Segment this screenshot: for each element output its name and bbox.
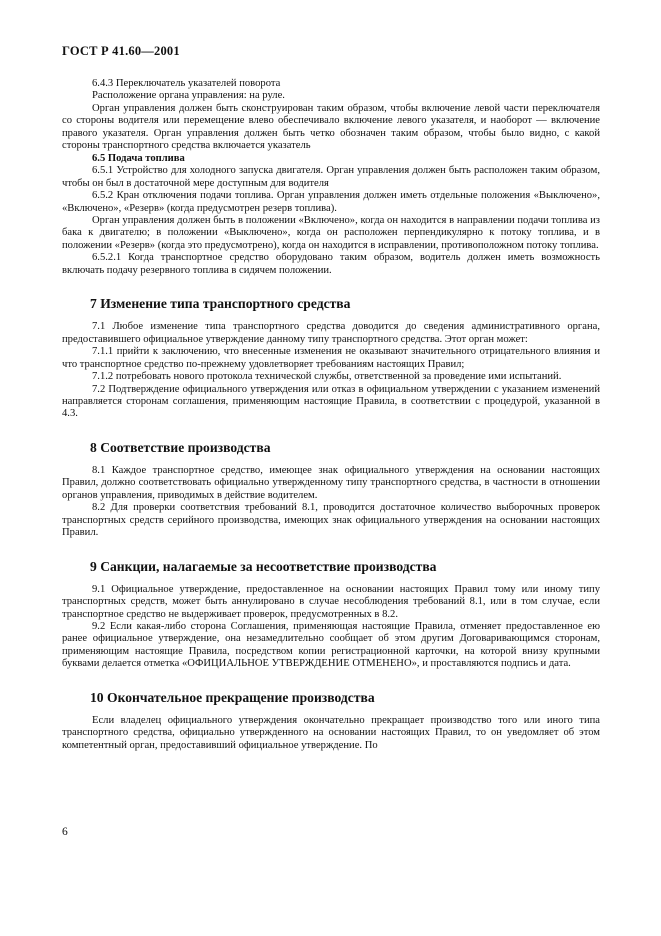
document-header: ГОСТ Р 41.60—2001: [62, 44, 180, 58]
document-body: [62, 78, 600, 752]
paragraph: 8.2 Для проверки соответствия требований 8.1, проводится достаточное количество выборочных проверок транспортных средств серийного производства, имеющих знак официального утверждения на основании настоящих Правил.: [62, 502, 600, 539]
section-heading: 7 Изменение типа транспортного средства: [90, 296, 351, 312]
section-heading: 8 Соответствие производства: [90, 439, 271, 455]
paragraph: 6.5.2.1 Когда транспортное средство оборудовано таким образом, водитель должен иметь возможность включать подачу резервного топлива в сидячем положении.: [62, 252, 600, 276]
paragraph: Орган управления должен быть сконструирован таким образом, чтобы включение левой части переключателя со стороны водителя или перемещение влево обеспечивало включение левого указателя, и наоборот — включение правого указателя. Орган управления должен быть четко обозначен таким образом, чтобы было видно, с какой стороны транспортного средства включается указатель: [62, 102, 600, 152]
paragraph: 7.1 Любое изменение типа транспортного средства доводится до сведения административного органа, предоставившего официальное утверждение данному типу транспортного средства. Этот орган может:: [62, 321, 600, 345]
paragraph: 8.1 Каждое транспортное средство, имеющее знак официального утверждения на основании настоящих Правил, должно соответствовать официально утвержденному типу транспортного средства, в частности в отношении органов управления, приводимых в действие водителем.: [62, 464, 600, 501]
paragraph: 6.5.2 Кран отключения подачи топлива. Орган управления должен иметь отдельные положения «Выключено», «Включено», «Резерв» (когда предусмотрен резерв топлива).: [62, 190, 600, 214]
section-heading: 10 Окончательное прекращение производства: [90, 689, 375, 705]
paragraph: Орган управления должен быть в положении «Включено», когда он находится в направлении подачи топлива из бака к двигателю; в положении «Выключено», когда он расположен перпендикулярно к потоку топлива, и в положении «Резерв» (когда это предусмотрено), когда он находится в исправлении, противоположном потоку топлива.: [62, 214, 600, 251]
paragraph: 9.2 Если какая-либо сторона Соглашения, применяющая настоящие Правила, отменяет предоставленное ею ранее официальное утверждение, она незамедлительно сообщает об этом другим Договаривающимся сторонам, применяющим настоящие Правила, посредством копии регистрационной карточки, на которой внизу крупными буквами делается отметка «ОФИЦИАЛЬНОЕ УТВЕРЖДЕНИЕ ОТМЕНЕНО», и проставляются подпись и дата.: [62, 620, 600, 670]
paragraph: 6.4.3 Переключатель указателей поворота: [92, 78, 281, 89]
paragraph: 7.1.1 прийти к заключению, что внесенные изменения не оказывают значительного отрицательного влияния и что транспортное средство по-прежнему удовлетворяет требованиям настоящих Правил;: [62, 346, 600, 370]
paragraph: 7.2 Подтверждение официального утверждения или отказ в официальном утверждении с указанием изменений направляется сторонам соглашения, применяющим настоящие Правила, в соответствии с процедурой, указанной в 4.3.: [62, 383, 600, 420]
paragraph: 9.1 Официальное утверждение, предоставленное на основании настоящих Правил тому или иному типу транспортных средств, может быть аннулировано в случае несоблюдения требований 8.1, или в том случае, если транспортное средство не выдерживает проверок, предусмотренных в 8.2.: [62, 583, 600, 620]
subsection-heading: 6.5 Подача топлива: [92, 152, 185, 164]
paragraph: 7.1.2 потребовать нового протокола технической службы, ответственной за проведение ими испытаний.: [92, 371, 562, 383]
paragraph: 6.5.1 Устройство для холодного запуска двигателя. Орган управления должен быть расположен таким образом, чтобы он был в достаточной мере доступным для водителя: [62, 165, 600, 189]
section-heading: 9 Санкции, налагаемые за несоответствие производства: [90, 558, 437, 574]
paragraph: Если владелец официального утверждения окончательно прекращает производство того или иного типа транспортного средства, официально утвержденного на основании настоящих Правил, то он уведомляет об этом компетентный орган, предоставивший официальное утверждение. По: [62, 714, 600, 751]
paragraph: Расположение органа управления: на руле.: [92, 90, 285, 102]
page-number: 6: [62, 826, 68, 838]
